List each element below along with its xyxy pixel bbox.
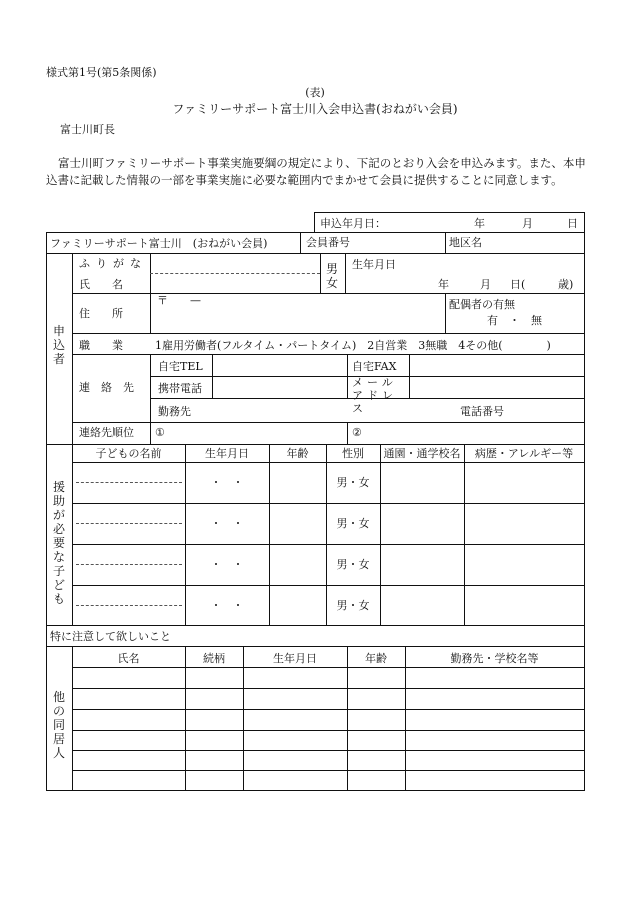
member-number-label[interactable]: 会員番号 bbox=[306, 236, 350, 249]
grid-hline bbox=[314, 212, 585, 213]
spouse-options[interactable]: 有 ・ 無 bbox=[487, 314, 542, 327]
age-suffix[interactable]: 歳) bbox=[558, 278, 574, 291]
application-date-label: 申込年月日： bbox=[320, 217, 386, 230]
grid-vline bbox=[300, 232, 301, 254]
form-number: 様式第1号(第5条関係) bbox=[46, 66, 157, 79]
date-day[interactable]: 日 bbox=[567, 217, 578, 230]
grid-vline bbox=[380, 444, 381, 626]
form-title: ファミリーサポート富士川入会申込書(おねがい会員) bbox=[172, 102, 458, 116]
email-label: メールアドレス bbox=[352, 376, 397, 415]
home-tel-label: 自宅TEL bbox=[158, 360, 203, 373]
grid-vline bbox=[584, 212, 585, 233]
applicant-section-label: 申込者 bbox=[52, 324, 65, 366]
grid-vline bbox=[314, 212, 315, 233]
dotted-guide bbox=[76, 605, 182, 606]
name-label: 氏 名 bbox=[79, 278, 123, 291]
child-sex-options[interactable]: 男・女 bbox=[336, 558, 370, 571]
grid-vline bbox=[464, 444, 465, 626]
grid-hline bbox=[46, 646, 585, 647]
grid-hline bbox=[72, 709, 585, 710]
grid-hline bbox=[46, 790, 585, 791]
grid-hline bbox=[72, 503, 585, 504]
addressee: 富士川町長 bbox=[60, 123, 115, 136]
grid-hline bbox=[72, 750, 585, 751]
grid-vline bbox=[72, 253, 73, 445]
cohab-birth-header: 生年月日 bbox=[273, 652, 317, 665]
grid-vline bbox=[320, 253, 321, 294]
postal-code[interactable]: 〒 — bbox=[157, 294, 201, 307]
grid-hline bbox=[72, 585, 585, 586]
child-sex-options[interactable]: 男・女 bbox=[336, 476, 370, 489]
grid-hline bbox=[72, 333, 585, 334]
spouse-label: 配偶者の有無 bbox=[449, 298, 515, 311]
grid-vline bbox=[347, 422, 348, 445]
grid-vline bbox=[46, 232, 47, 791]
contact-order-label: 連絡先順位 bbox=[79, 426, 134, 439]
grid-hline bbox=[72, 354, 585, 355]
sex-options[interactable]: 男女 bbox=[325, 262, 338, 290]
cohab-relation-header: 続柄 bbox=[203, 652, 225, 665]
grid-hline bbox=[72, 688, 585, 689]
address-label: 住 所 bbox=[79, 307, 123, 320]
grid-vline bbox=[584, 232, 585, 791]
child-birth-date[interactable]: ・ ・ bbox=[210, 517, 244, 530]
dotted-guide bbox=[150, 273, 320, 274]
child-birth-header: 生年月日 bbox=[205, 447, 249, 460]
grid-hline bbox=[72, 667, 585, 668]
grid-hline bbox=[72, 462, 585, 463]
grid-vline bbox=[269, 444, 270, 626]
cohab-work-header: 勤務先・学校名等 bbox=[450, 652, 539, 665]
contact-label: 連 絡 先 bbox=[79, 381, 134, 394]
grid-hline bbox=[46, 625, 585, 626]
work-phone-label: 電話番号 bbox=[460, 405, 504, 418]
job-label: 職 業 bbox=[79, 339, 123, 352]
child-allergy-header: 病歴・アレルギー等 bbox=[474, 447, 574, 460]
child-school-header: 通園・通学校名 bbox=[383, 447, 461, 460]
child-sex-options[interactable]: 男・女 bbox=[336, 599, 370, 612]
birth-year[interactable]: 年 bbox=[438, 278, 449, 291]
grid-hline bbox=[72, 730, 585, 731]
children-section-label: 援助が必要な子ども bbox=[52, 480, 65, 606]
job-options[interactable]: 1雇用労働者(フルタイム・パートタイム) 2自営業 3無職 4その他( ) bbox=[155, 339, 551, 352]
grid-hline bbox=[46, 253, 585, 254]
cohab-age-header: 年齢 bbox=[365, 652, 387, 665]
child-birth-date[interactable]: ・ ・ bbox=[210, 599, 244, 612]
furigana-label: ふりがな bbox=[79, 257, 147, 270]
grid-hline bbox=[72, 544, 585, 545]
district-label[interactable]: 地区名 bbox=[449, 236, 482, 249]
contact-order-2[interactable]: ② bbox=[352, 426, 362, 439]
grid-hline bbox=[72, 422, 585, 423]
intro-paragraph: 富士川町ファミリーサポート事業実施要綱の規定により、下記のとおり入会を申込みます。また、本申込書に記載した情報の一部を事業実施に必要な範囲内でまかせて会員に提供することに同意します。 bbox=[46, 156, 586, 187]
dotted-guide bbox=[76, 482, 182, 483]
work-label: 勤務先 bbox=[158, 405, 191, 418]
grid-vline bbox=[345, 253, 346, 294]
notes-label: 特に注意して欲しいこと bbox=[50, 630, 171, 643]
mobile-label: 携帯電話 bbox=[158, 382, 202, 395]
grid-vline bbox=[150, 354, 151, 445]
grid-hline bbox=[46, 444, 585, 445]
org-name: ファミリーサポート富士川 (おねがい会員) bbox=[50, 237, 268, 250]
child-sex-options[interactable]: 男・女 bbox=[336, 517, 370, 530]
grid-hline bbox=[72, 770, 585, 771]
form-side-label: (表) bbox=[305, 86, 325, 99]
child-age-header: 年齢 bbox=[286, 447, 309, 460]
birth-label: 生年月日 bbox=[352, 258, 396, 271]
grid-vline bbox=[445, 232, 446, 254]
date-month[interactable]: 月 bbox=[522, 217, 533, 230]
birth-month[interactable]: 月 bbox=[480, 278, 491, 291]
dotted-guide bbox=[76, 564, 182, 565]
cohab-name-header: 氏名 bbox=[117, 652, 140, 665]
date-year[interactable]: 年 bbox=[474, 217, 485, 230]
child-sex-header: 性別 bbox=[342, 447, 364, 460]
grid-vline bbox=[445, 293, 446, 334]
grid-vline bbox=[72, 444, 73, 626]
dotted-guide bbox=[76, 523, 182, 524]
cohabitants-section-label: 他の同居人 bbox=[52, 690, 65, 760]
child-birth-date[interactable]: ・ ・ bbox=[210, 558, 244, 571]
birth-day[interactable]: 日( bbox=[510, 278, 526, 291]
grid-hline bbox=[72, 293, 585, 294]
contact-order-1[interactable]: ① bbox=[155, 426, 165, 439]
child-name-header: 子どもの名前 bbox=[95, 447, 162, 460]
grid-hline bbox=[46, 232, 585, 233]
home-fax-label: 自宅FAX bbox=[352, 360, 397, 373]
child-birth-date[interactable]: ・ ・ bbox=[210, 476, 244, 489]
